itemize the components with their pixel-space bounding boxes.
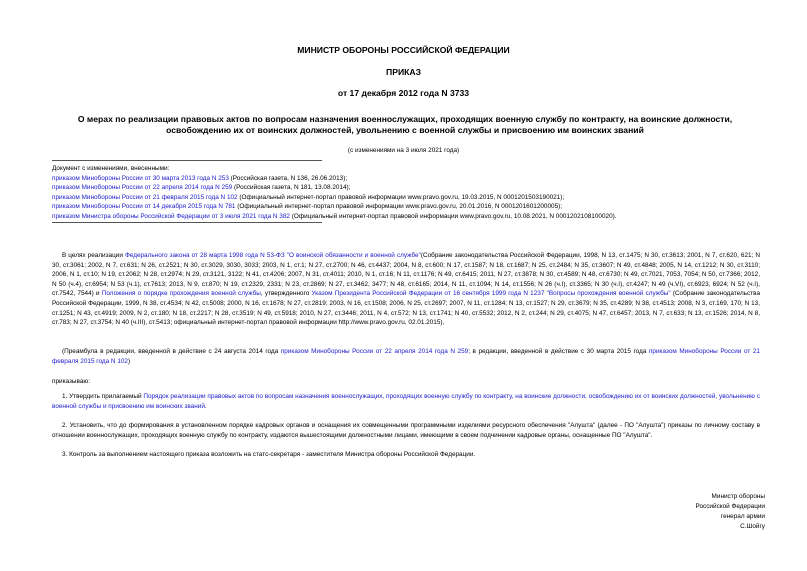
order-item-1 [52,392,760,411]
preamble-paragraph [52,251,760,328]
amendment-item [52,183,762,193]
amendment-source: (Официальный интернет-портал правовой информации www.pravo.gov.ru, 20.01.2016, N 0001201601200005); [235,203,563,211]
amendment-source: (Российская газета, N 136, 26.06.2013); [228,174,348,182]
amendments-intro: Документ с изменениями, внесенными: [52,165,170,172]
preamble-text: (Собрание законодательства Российской Федерации, 1998, N 13, ст.1475; N 30, ст.3613; 2001, N 7, ст.620, 621; N 30, ст.3061; 2002, N 7, ст.631; N 26, ст.2521; N 30, ст.3029, 3030, 3033; 2003, N 1, ст.1; N 27, ст.2700; N 46, ст.4437; 2004, N 8, ст.600; N 17, ст.1587; N 18, ст.1687; N 25, ст.2484; N 35, ст.3607; N 49, ст.4848; 2005, N 14, ст.1212; N 30, ст.3110; 2006, N 1, ст.10; N 19, ст.2062; N 28, ст.2974; N 29, ст.3121, 3122; N 41, ст.4206; 2007, N 31, ст.4011; 2010, N 1, ст.16; N 11, ст.1176; N 49, ст.6415; 2011, N 27, ст.3878; N 30, ст.4589; N 48, ст.6730; N 49, ст.7021, 7053, 7054; N 50, ст.7366; 2012, N 50 (ч.4), ст.6954; N 53 (ч.1), ст.7613; 2013, N 9, ст.870; N 19, ст.2329, 2331; N 23, ст.2869; N 27, ст.3462, 3477; N 48, ст.6165; 2014, N 11, ст.1094; N 14, ст.1556; N 26 (ч.I), ст.3365; N 30 (ч.I), ст.4247; N 49 (ч.VI), ст.6923, 6924; N 52 (ч.I), ст.7542, 7544) и [52,252,760,298]
edition-text: ; в редакции, введенной в действие с 30 марта 2015 года [468,348,649,355]
title-line-2: освобождению их от воинских должностей, увольнению с военной службы и присвоению им воинских званий [166,125,644,135]
divider-top [52,160,322,161]
amendment-link[interactable]: приказом Минобороны России от 22 апреля 2014 года N 259 [52,184,233,192]
federal-law-link[interactable]: Федерального закона от 28 марта 1998 года N 53-ФЗ "О воинской обязанности и военной службе" [124,252,421,259]
regulation-link[interactable]: Положения о порядке прохождения военной службы [101,290,261,298]
edition-text: ) [128,357,131,365]
divider-bottom [52,222,322,223]
item-text: . [204,402,207,410]
document-title [50,114,760,136]
signature-position: Министр обороны [711,493,765,500]
procedure-link[interactable]: Порядок реализации правовых актов по вопросам назначения военнослужащих, проходящих военную службу по контракту, на воинские должности, освобождению их от воинских должностей, увольнению с военной службы и присвоению им воинских званий [52,393,760,410]
amendment-link[interactable]: приказом Минобороны России от 14 декабря 2015 года N 781 [52,203,236,211]
item-text: 1. Утвердить прилагаемый [62,393,144,400]
signature-country: Российской Федерации [695,503,765,510]
signature-name: С.Шойгу [740,523,765,530]
revision-note: (с изменениями на 3 июля 2021 года) [347,147,460,154]
preamble-text: , утвержденного [260,290,312,298]
edition-link-102[interactable]: приказом Минобороны России от 21 февраля 2015 года N 102 [52,348,760,365]
preamble-text: (Собрание законодательства Российской Федерации, 1999, N 38, ст.4534; N 42, ст.5008; 2000, N 16, ст.1678; N 27, ст.2819; 2003, N 16, ст.1508; 2006, N 25, ст.2697; 2007, N 11, ст.1284; N 13, ст.1527; N 29, ст.3679; N 35, ст.4289; N 38, ст.4513; 2008, N 3, ст.169, 170; N 13, ст.1251; N 43, ст.4919; 2009, N 2, ст.180; N 18, ст.2217; N 28, ст.3519; N 49, ст.5918; 2010, N 27, ст.3446; 2011, N 4, ст.572; N 13, ст.1741; N 40, ст.5532; 2012, N 2, ст.244; N 29, ст.4075; N 47, ст.6457; 2013, N 7, ст.633; N 13, ст.1526; 2014, N 8, ст.783; N 27, ст.3754; N 40 (ч.III), ст.5413; официальный интернет-портал правовой информации http://www.pravo.gov.ru, 02.01.2015), [52,290,760,327]
amendment-item [52,202,762,212]
order-word: приказываю: [52,378,90,385]
amendment-item [52,193,762,203]
decree-link[interactable]: Указом Президента Российской Федерации от 16 сентября 1999 года N 1237 "Вопросы прохождения военной службы" [311,290,671,298]
date-number: от 17 декабря 2012 года N 3733 [337,88,470,98]
preamble-edition-note [52,347,760,366]
doc-type-heading: ПРИКАЗ [386,67,421,77]
amendment-source: (Официальный интернет-портал правовой информации www.pravo.gov.ru, 10.08.2021, N 0001202108100020). [289,212,617,220]
amendment-item [52,212,762,222]
amendment-source: (Официальный интернет-портал правовой информации www.pravo.gov.ru, 19.03.2015, N 0001201503190021); [237,193,565,201]
order-item-2: 2. Установить, что до формирования в установленном порядке кадровых органов и оснащения их совмещенными программными изделиями ресурсного обеспечения "Алушта" (далее - ПО "Алушта") приказы по личному составу в отношении военнослужащих, проходящих военную службу по контракту, издаются вышестоящими должностными лицами, имеющими в своем подчинении кадровые органы, оснащенные ПО "Алушта". [52,422,760,439]
amendment-link[interactable]: приказом Министра обороны Российской Федерации от 3 июля 2021 года N 382 [52,212,290,220]
order-item-3: 3. Контроль за выполнением настоящего приказа возложить на статс-секретаря - заместителя Министра обороны Российской Федерации. [62,451,476,458]
edition-text: (Преамбула в редакции, введенной в действие с 24 августа 2014 года [62,348,281,355]
amendment-link[interactable]: приказом Минобороны России от 21 февраля 2015 года N 102 [52,193,238,201]
title-line-1: О мерах по реализации правовых актов по вопросам назначения военнослужащих, проходящих военную службу по контракту, на воинские должности, [77,114,733,124]
amendments-block [52,164,762,222]
ministry-heading: МИНИСТР ОБОРОНЫ РОССИЙСКОЙ ФЕДЕРАЦИИ [297,45,510,55]
signature-rank: генерал армии [720,513,765,520]
amendment-source: (Российская газета, N 181, 13.08.2014); [232,184,351,192]
amendment-link[interactable]: приказом Минобороны России от 30 марта 2013 года N 253 [52,174,229,182]
edition-link-259[interactable]: приказом Минобороны России от 22 апреля 2014 года N 259 [280,348,469,355]
preamble-text: В целях реализации [62,252,125,259]
amendment-item [52,174,762,184]
signature-block [605,492,765,532]
